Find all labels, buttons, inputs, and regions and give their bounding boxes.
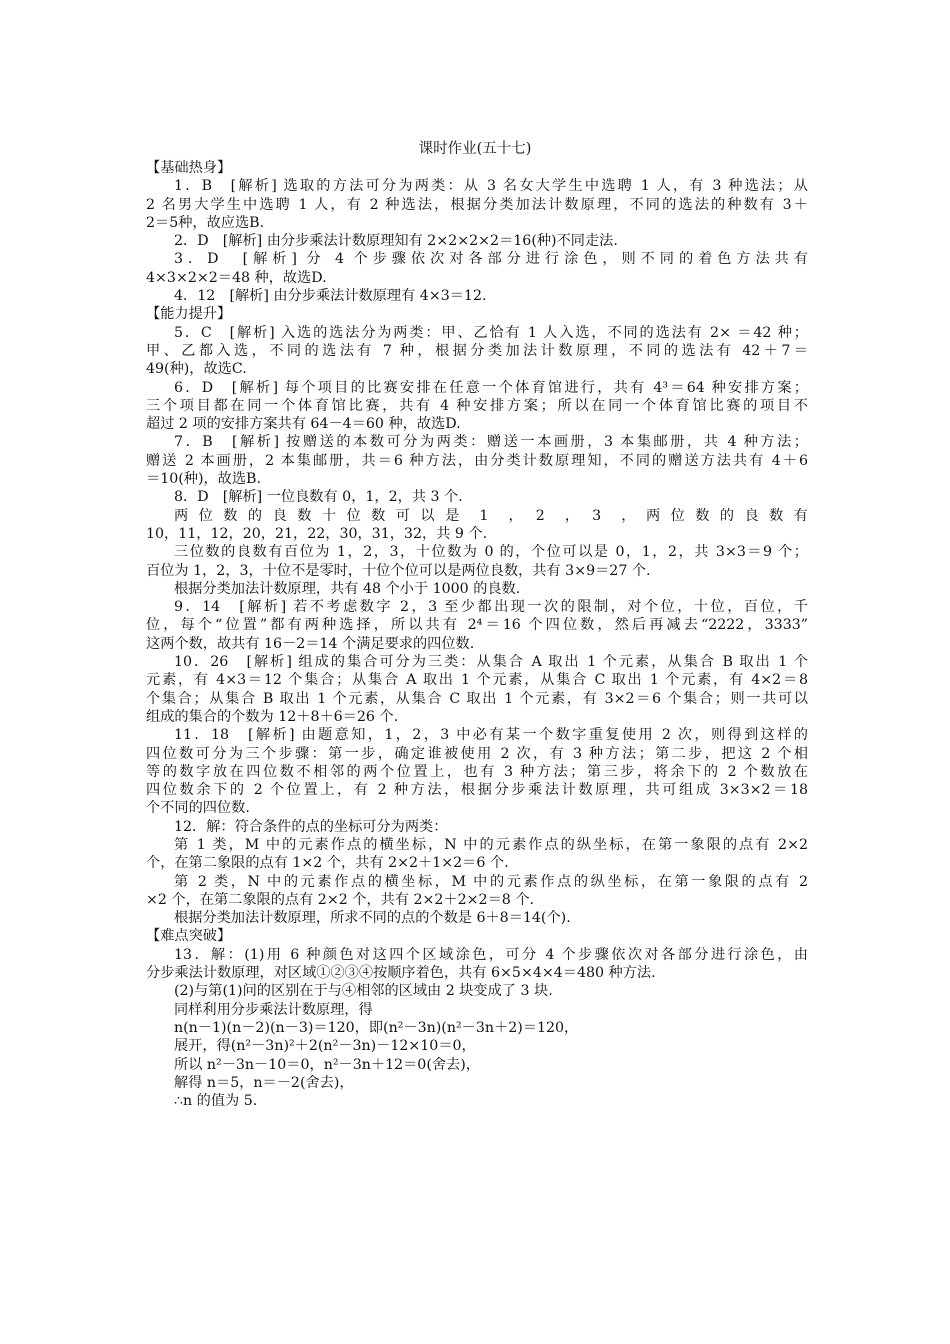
text-line: ×2 个，在第二象限的点有 2×2 个，共有 2×2＋2×2＝8 个.	[146, 891, 535, 908]
text-line: 8．D [解析] 一位良数有 0，1，2，共 3 个.	[174, 489, 463, 506]
text-line: 2＝5种，故应选B.	[146, 214, 265, 231]
text-line: 1．B [解析] 选取的方法可分为两类：从 3 名女大学生中选聘 1 人，有 3 种选法；从	[174, 178, 808, 195]
text-line: 7．B [解析] 按赠送的本数可分为两类：赠送一本画册，3 本集邮册，共 4 种方法；	[174, 434, 808, 451]
text-line: 个，在第二象限的点有 1×2 个，共有 2×2＋1×2＝6 个.	[146, 855, 509, 872]
text-line: 个集合；从集合 B 取出 1 个元素，从集合 C 取出 1 个元素，有 3×2＝6 个集合；则一共可以	[146, 690, 808, 707]
text-line: 3．D [解析] 分 4 个步骤依次对各部分进行涂色，则不同的着色方法共有	[174, 251, 808, 268]
text-line: 所以 n²－3n－10＝0，n²－3n＋12＝0(舍去)，	[174, 1056, 480, 1073]
page-title: 课时作业(五十七)	[418, 141, 532, 157]
text-line: 9．14 [解析] 若不考虑数字 2，3 至少都出现一次的限制，对个位，十位，百位，千	[174, 599, 808, 616]
text-line: 个不同的四位数.	[146, 800, 250, 817]
text-line: 四位数余下的 2 个位置上，有 2 种方法，根据分步乘法计数原理，共可组成 3×3×2＝18	[146, 782, 808, 799]
text-line: 4×3×2×2＝48 种，故选D.	[146, 269, 327, 286]
text-line: 第 1 类，M 中的元素作点的横坐标，N 中的元素作点的纵坐标，在第一象限的点有 2×2	[174, 836, 808, 853]
text-line: 12．解：符合条件的点的坐标可分为两类：	[174, 818, 448, 835]
text-line: 两 位 数 的 良 数 十 位 数 可 以 是 1 ， 2 ， 3 ， 两 位 数 的 良 数 有	[174, 507, 808, 524]
text-line: ＝10(种)，故选B.	[146, 471, 261, 488]
text-line: 5．C [解析] 入选的选法分为两类：甲、乙恰有 1 人入选，不同的选法有 2× ＝42 种；	[174, 324, 808, 341]
text-line: 解得 n＝5，n＝－2(舍去)，	[174, 1074, 354, 1091]
text-line: 13．解：(1)用 6 种颜色对这四个区域涂色，可分 4 个步骤依次对各部分进行涂色，由	[174, 946, 808, 963]
text-line: 赠送 2 本画册，2 本集邮册，共＝6 种方法，由分类计数原理知，不同的赠送方法共有 4＋6	[146, 452, 808, 469]
text-line: 4．12 [解析] 由分步乘法计数原理有 4×3＝12.	[174, 288, 487, 305]
text-line: 三个项目都在同一个体育馆比赛，共有 4 种安排方案；所以在同一个体育馆比赛的项目不	[146, 397, 808, 414]
section-heading: 【基础热身】	[146, 160, 232, 176]
text-line: 10．26 [解析] 组成的集合可分为三类：从集合 A 取出 1 个元素，从集合 B 取出 1 个	[174, 654, 808, 671]
text-line: 11．18 [解析] 由题意知，1，2，3 中必有某一个数字重复使用 2 次，则得到这样的	[174, 727, 808, 744]
text-line: 超过 2 项的安排方案共有 64－4＝60 种，故选D.	[146, 416, 461, 433]
section-heading: 【难点突破】	[146, 928, 232, 945]
text-line: 组成的集合的个数为 12＋8＋6＝26 个.	[146, 708, 399, 725]
text-line: 元素，有 4×3＝12 个集合；从集合 A 取出 1 个元素，从集合 C 取出 1 个元素，有 4×2＝8	[146, 672, 808, 689]
text-line: 根据分类加法计数原理，共有 48 个小于 1000 的良数.	[174, 580, 521, 597]
text-line: 49(种)，故选C.	[146, 361, 247, 378]
text-line: 2 名男大学生中选聘 1 人，有 2 种选法，根据分类加法计数原理，不同的选法的种数有 3＋	[146, 196, 808, 213]
text-line: 展开，得(n²－3n)²＋2(n²－3n)－12×10＝0，	[174, 1038, 476, 1055]
text-line: 这两个数，故共有 16－2＝14 个满足要求的四位数.	[146, 635, 475, 652]
text-line: 三位数的良数有百位为 1，2，3，十位数为 0 的，个位可以是 0，1，2，共 3×3＝9 个；	[174, 544, 808, 561]
text-line: 2．D [解析] 由分步乘法计数原理知有 2×2×2×2＝16(种)不同走法.	[174, 233, 618, 250]
text-line: ∴n 的值为 5.	[174, 1093, 258, 1110]
text-line: 10，11，12，20，21，22，30，31，32，共 9 个.	[146, 525, 488, 542]
section-heading: 【能力提升】	[146, 306, 232, 323]
solution-text	[146, 159, 808, 1110]
text-line: 6．D [解析] 每个项目的比赛安排在任意一个体育馆进行，共有 4³＝64 种安排方案；	[174, 379, 808, 396]
text-line: 根据分类加法计数原理，所求不同的点的个数是 6＋8＝14(个).	[174, 910, 571, 927]
text-line: 同样利用分步乘法计数原理，得	[174, 1001, 373, 1018]
text-line: 第 2 类，N 中的元素作点的横坐标，M 中的元素作点的纵坐标，在第一象限的点有 2	[174, 873, 808, 890]
text-line: 四位数可分为三个步骤：第一步，确定谁被使用 2 次，有 3 种方法；第二步，把这 2 个相	[146, 745, 808, 762]
text-line: (2)与第(1)问的区别在于与④相邻的区域由 2 块变成了 3 块.	[174, 983, 553, 1000]
text-line: 等的数字放在四位数不相邻的两个位置上，也有 3 种方法；第三步，将余下的 2 个数放在	[146, 763, 808, 780]
text-line: 甲、乙都入选，不同的选法有 7 种，根据分类加法计数原理，不同的选法有 42＋7＝	[146, 342, 808, 359]
text-line: 百位为 1，2，3，十位不是零时，十位个位可以是两位良数，共有 3×9＝27 个.	[146, 562, 651, 579]
text-line: 位，每个“位置”都有两种选择，所以共有 2⁴＝16 个四位数，然后再减去“2222，3333”	[146, 617, 808, 634]
text-line: n(n－1)(n－2)(n－3)＝120，即(n²－3n)(n²－3n＋2)＝120，	[174, 1019, 579, 1036]
text-line: 分步乘法计数原理，对区域①②③④按顺序着色，共有 6×5×4×4＝480 种方法.	[146, 965, 656, 982]
